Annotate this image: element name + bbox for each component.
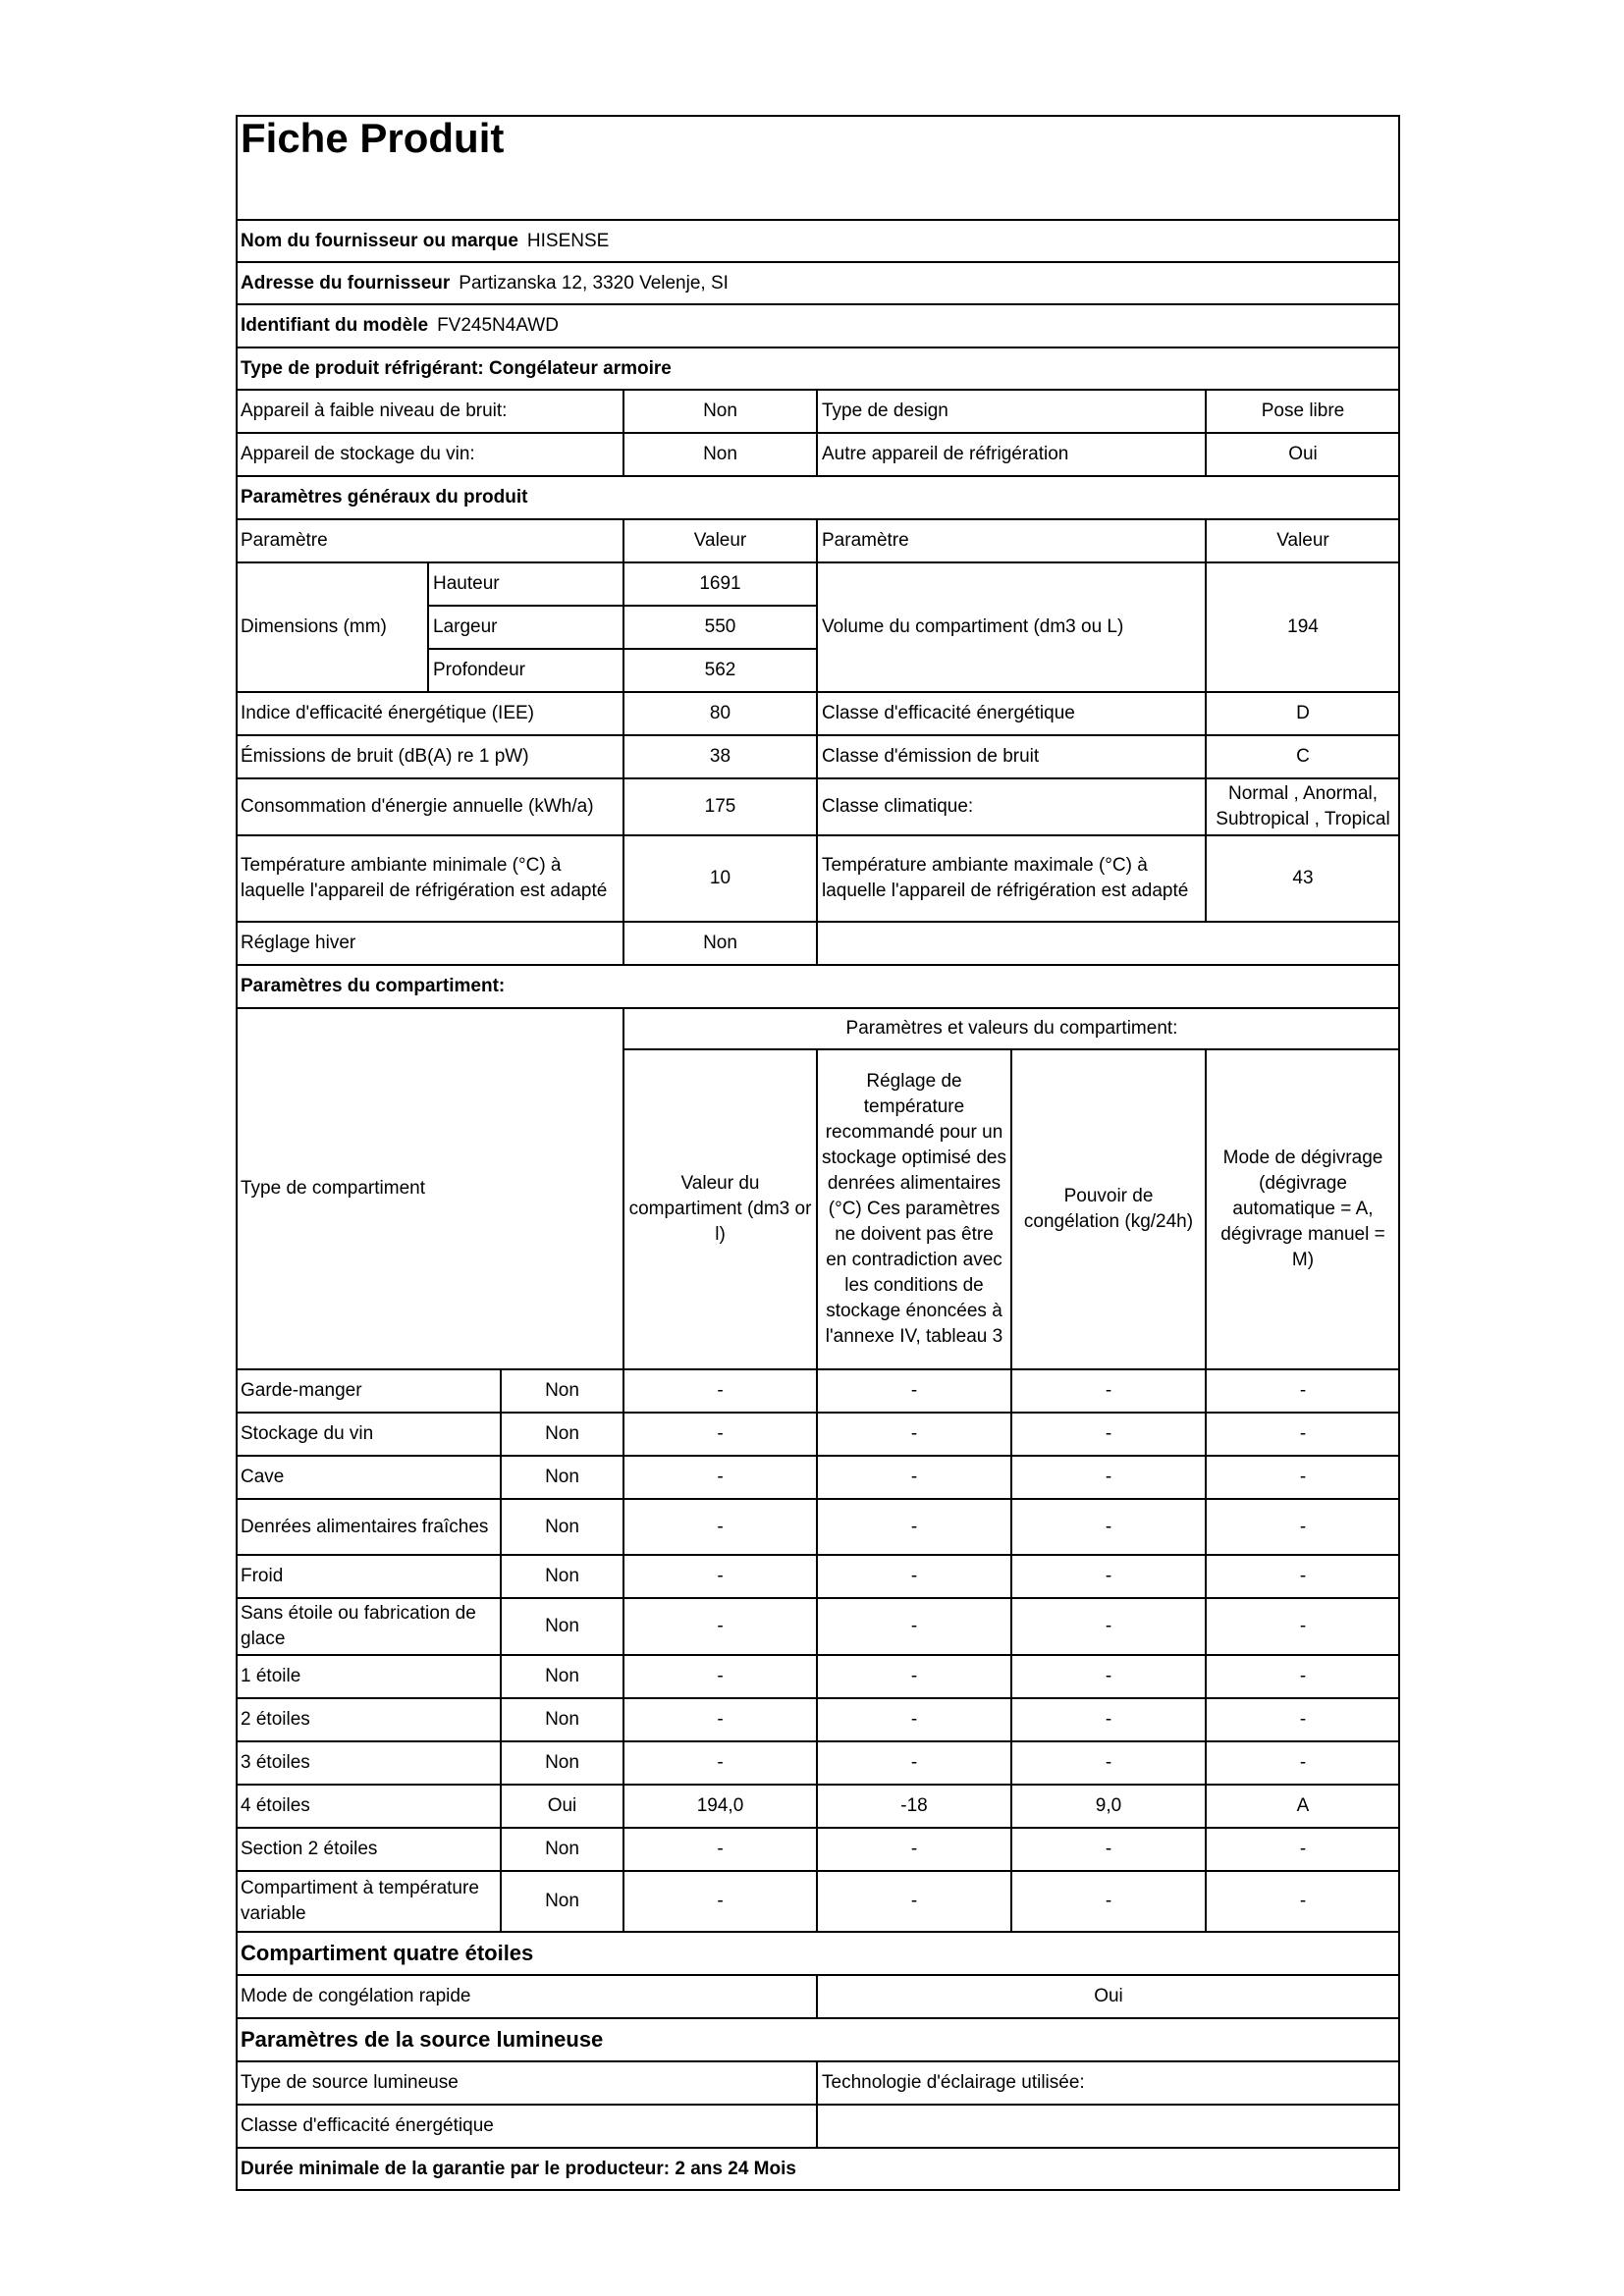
min-temp-label: Température ambiante minimale (°C) à laquelle l'appareil de réfrigération est adapté — [236, 835, 623, 922]
value-header-1: Valeur — [623, 519, 817, 562]
compartment-row-value: - — [1206, 1598, 1400, 1655]
compartment-row-value: - — [817, 1871, 1011, 1932]
four-star-heading: Compartiment quatre étoiles — [236, 1932, 1400, 1975]
compartment-row-value: - — [623, 1499, 817, 1555]
compartment-type-header: Type de compartiment — [236, 1008, 623, 1369]
compartment-heading: Paramètres du compartiment: — [236, 965, 1400, 1008]
light-tech-label: Technologie d'éclairage utilisée: — [817, 2061, 1400, 2105]
compartment-row-name: Sans étoile ou fabrication de glace — [236, 1598, 501, 1655]
compartment-row-value: - — [623, 1413, 817, 1456]
noise-class-value: C — [1206, 735, 1400, 778]
energy-class-value: D — [1206, 692, 1400, 735]
compartment-row-value: - — [1206, 1655, 1400, 1698]
compartment-row-present: Non — [501, 1741, 623, 1785]
supplier-row — [236, 220, 1400, 262]
compartment-row-value: -18 — [817, 1785, 1011, 1828]
general-params-heading: Paramètres généraux du produit — [236, 476, 1400, 519]
fast-freeze-value: Oui — [817, 1975, 1400, 2018]
compartment-row-value: - — [817, 1499, 1011, 1555]
compartment-row-present: Non — [501, 1871, 623, 1932]
eei-label: Indice d'efficacité énergétique (IEE) — [236, 692, 623, 735]
light-energy-class-label: Classe d'efficacité énergétique — [236, 2105, 817, 2148]
col-header-4: Mode de dégivrage (dégivrage automatique = A, dégivrage manuel = M) — [1206, 1049, 1400, 1369]
compartment-row-value: - — [1011, 1413, 1206, 1456]
compartment-row-value: - — [1206, 1741, 1400, 1785]
wine-storage-label: Appareil de stockage du vin: — [236, 433, 623, 476]
light-energy-class-value — [817, 2105, 1400, 2148]
compartment-row-value: - — [1011, 1555, 1206, 1598]
width-value: 550 — [623, 606, 817, 649]
compartment-row-value: - — [1011, 1828, 1206, 1871]
height-value: 1691 — [623, 562, 817, 606]
compartment-row-present: Non — [501, 1598, 623, 1655]
noise-value: 38 — [623, 735, 817, 778]
width-label: Largeur — [428, 606, 623, 649]
winter-empty — [817, 922, 1400, 965]
compartment-row-value: - — [817, 1456, 1011, 1499]
supplier-row-value: HISENSE — [526, 230, 610, 251]
depth-label: Profondeur — [428, 649, 623, 692]
other-appliance-label: Autre appareil de réfrigération — [817, 433, 1206, 476]
annual-energy-label: Consommation d'énergie annuelle (kWh/a) — [236, 778, 623, 835]
address-row — [236, 262, 1400, 304]
min-temp-value: 10 — [623, 835, 817, 922]
compartment-row-name: 3 étoiles — [236, 1741, 501, 1785]
energy-class-label: Classe d'efficacité énergétique — [817, 692, 1206, 735]
compartment-row-name: Stockage du vin — [236, 1413, 501, 1456]
compartment-row-present: Non — [501, 1499, 623, 1555]
compartment-row-value: - — [1206, 1413, 1400, 1456]
compartment-row-value: - — [1206, 1871, 1400, 1932]
compartment-row-name: Garde-manger — [236, 1369, 501, 1413]
value-header-2: Valeur — [1206, 519, 1400, 562]
address-row-label: Adresse du fournisseur — [241, 272, 451, 294]
compartment-row-value: - — [1206, 1456, 1400, 1499]
col-header-3: Pouvoir de congélation (kg/24h) — [1011, 1049, 1206, 1369]
product-type: Type de produit réfrigérant: Congélateur armoire — [236, 347, 1400, 390]
compartment-row-name: 4 étoiles — [236, 1785, 501, 1828]
compartment-row-present: Non — [501, 1698, 623, 1741]
compartment-row-value: - — [623, 1741, 817, 1785]
param-header-2: Paramètre — [817, 519, 1206, 562]
fast-freeze-label: Mode de congélation rapide — [236, 1975, 817, 2018]
compartment-row-value: - — [817, 1698, 1011, 1741]
compartment-row-name: 1 étoile — [236, 1655, 501, 1698]
compartment-row-present: Non — [501, 1655, 623, 1698]
address-row-value: Partizanska 12, 3320 Velenje, SI — [459, 272, 729, 294]
compartment-row-value: - — [1206, 1698, 1400, 1741]
compartment-row-value: - — [1206, 1369, 1400, 1413]
compartment-row-value: 9,0 — [1011, 1785, 1206, 1828]
compartment-row-present: Non — [501, 1828, 623, 1871]
page-title: Fiche Produit — [236, 115, 1400, 220]
compartment-row-value: - — [623, 1555, 817, 1598]
compartment-row-value: - — [1011, 1871, 1206, 1932]
compartment-row-value: - — [817, 1741, 1011, 1785]
compartment-row-value: A — [1206, 1785, 1400, 1828]
compartment-row-value: - — [623, 1871, 817, 1932]
compartment-row-name: Compartiment à température variable — [236, 1871, 501, 1932]
noise-label: Émissions de bruit (dB(A) re 1 pW) — [236, 735, 623, 778]
model-row — [236, 304, 1400, 347]
compartment-row-value: - — [623, 1598, 817, 1655]
wine-storage-value: Non — [623, 433, 817, 476]
compartment-row-value: - — [817, 1413, 1011, 1456]
compartment-group-header: Paramètres et valeurs du compartiment: — [623, 1008, 1400, 1049]
compartment-row-value: - — [817, 1828, 1011, 1871]
compartment-row-value: 194,0 — [623, 1785, 817, 1828]
compartment-row-name: Cave — [236, 1456, 501, 1499]
compartment-row-value: - — [1011, 1741, 1206, 1785]
compartment-row-present: Oui — [501, 1785, 623, 1828]
compartment-row-value: - — [1011, 1456, 1206, 1499]
compartment-row-present: Non — [501, 1413, 623, 1456]
compartment-row-value: - — [1011, 1369, 1206, 1413]
compartment-row-name: Denrées alimentaires fraîches — [236, 1499, 501, 1555]
volume-label: Volume du compartiment (dm3 ou L) — [817, 562, 1206, 692]
compartment-row-value: - — [1206, 1555, 1400, 1598]
compartment-row-present: Non — [501, 1369, 623, 1413]
max-temp-value: 43 — [1206, 835, 1400, 922]
light-heading: Paramètres de la source lumineuse — [236, 2018, 1400, 2061]
compartment-row-value: - — [1011, 1698, 1206, 1741]
eei-value: 80 — [623, 692, 817, 735]
model-row-value: FV245N4AWD — [437, 315, 559, 336]
compartment-row-value: - — [1011, 1499, 1206, 1555]
compartment-row-present: Non — [501, 1555, 623, 1598]
col-header-2: Réglage de température recommandé pour un stockage optimisé des denrées alimentaires (°C) Ces paramètres ne doivent pas être en contradiction avec les conditions de stockage énoncées à l'annexe IV, tableau 3 — [817, 1049, 1011, 1369]
climate-class-value: Normal , Anormal, Subtropical , Tropical — [1206, 778, 1400, 835]
volume-value: 194 — [1206, 562, 1400, 692]
other-appliance-value: Oui — [1206, 433, 1400, 476]
compartment-row-value: - — [623, 1828, 817, 1871]
compartment-row-name: Section 2 étoiles — [236, 1828, 501, 1871]
design-type-value: Pose libre — [1206, 390, 1400, 433]
light-type-label: Type de source lumineuse — [236, 2061, 817, 2105]
annual-energy-value: 175 — [623, 778, 817, 835]
col-header-1: Valeur du compartiment (dm3 or l) — [623, 1049, 817, 1369]
low-noise-value: Non — [623, 390, 817, 433]
compartment-row-value: - — [623, 1655, 817, 1698]
design-type-label: Type de design — [817, 390, 1206, 433]
compartment-row-value: - — [623, 1369, 817, 1413]
climate-class-label: Classe climatique: — [817, 778, 1206, 835]
height-label: Hauteur — [428, 562, 623, 606]
max-temp-label: Température ambiante maximale (°C) à laquelle l'appareil de réfrigération est adapté — [817, 835, 1206, 922]
compartment-row-value: - — [1206, 1828, 1400, 1871]
depth-value: 562 — [623, 649, 817, 692]
compartment-row-value: - — [1011, 1598, 1206, 1655]
dimensions-label: Dimensions (mm) — [236, 562, 428, 692]
compartment-row-name: Froid — [236, 1555, 501, 1598]
param-header-1: Paramètre — [236, 519, 623, 562]
compartment-row-value: - — [817, 1655, 1011, 1698]
warranty: Durée minimale de la garantie par le producteur: 2 ans 24 Mois — [236, 2148, 1400, 2191]
low-noise-label: Appareil à faible niveau de bruit: — [236, 390, 623, 433]
compartment-row-value: - — [817, 1369, 1011, 1413]
compartment-row-value: - — [623, 1456, 817, 1499]
compartment-row-value: - — [623, 1698, 817, 1741]
compartment-row-value: - — [817, 1555, 1011, 1598]
winter-value: Non — [623, 922, 817, 965]
supplier-row-label: Nom du fournisseur ou marque — [241, 230, 518, 251]
compartment-row-value: - — [817, 1598, 1011, 1655]
compartment-row-present: Non — [501, 1456, 623, 1499]
noise-class-label: Classe d'émission de bruit — [817, 735, 1206, 778]
compartment-row-value: - — [1011, 1655, 1206, 1698]
winter-label: Réglage hiver — [236, 922, 623, 965]
compartment-row-name: 2 étoiles — [236, 1698, 501, 1741]
model-row-label: Identifiant du modèle — [241, 315, 429, 336]
compartment-row-value: - — [1206, 1499, 1400, 1555]
